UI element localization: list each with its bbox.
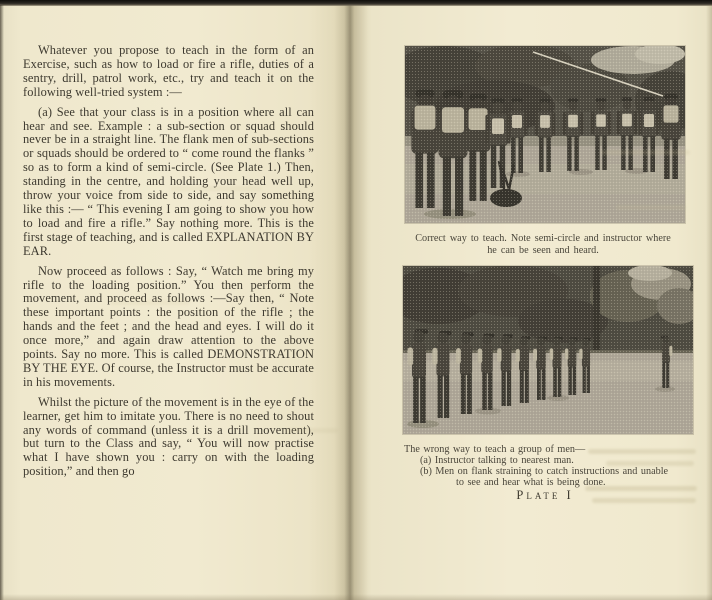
paragraph-explanation-by-ear: (a) See that your class is in a position where all can hear and see. Example : a sub-section or squad should never be in a straight line. The flank men of sub-sections or squads should be ordered to “ come round the flanks ” so as to form a kind of semi-circle. (See Plate 1.) Then, standing in the centre, and holding your head well up, throw your voice from side to side, and say something like this :— “ This evening I am going to show you how to load and fire a rifle.” Say nothing more. This is the first stage of teaching, and is called EXPLANATION BY EAR. [23,104,314,258]
book-edge-right [706,5,712,600]
book-edge-left [0,5,4,600]
photo-correct-way-image [405,46,685,223]
page-left [0,0,350,600]
photo-correct-way [405,46,685,223]
body-text-block [23,44,314,485]
plate-label: Plate I [516,488,574,502]
caption-correct-way [390,233,696,256]
photo-wrong-way [403,266,693,434]
book-edge-top [0,0,712,6]
book-spine [334,5,368,600]
paragraph-imitation: Whilst the picture of the movement is in the eye of the learner, get him to imitate you. There is no need to shout any words of command (unless it is a drill movement), but turn to the Class and say, “ You will now practise what I have shown you : carry on with the loading position,” and then go [23,394,314,479]
paragraph-demonstration-by-eye: Now proceed as follows : Say, “ Watch me bring my rifle to the loading position.” You then perform the movement, and proceed as follows :—Say then, “ Note these important points : the position of the rifle ; the hands and the feet ; and the head and eyes. I will do it once more,” and again draw attention to the above points. Say no more. This is called DEMONSTRATION BY THE EYE. Of course, the Instructor must be accurate in his movements. [23,263,314,389]
paragraph-intro: Whatever you propose to teach in the form of an Exercise, such as how to load or fire a rifle, duties of a sentry, drill, patrol work, etc., try and teach it on the following well-tried system :— [23,43,314,99]
caption-wrong-way-intro: The wrong way to teach a group of men— [404,444,586,455]
caption-correct-way-line1: Correct way to teach. Note semi-circle and instructor where [415,233,671,244]
caption-wrong-way-item-b-cont: to see and hear what is being done. [456,476,606,488]
book-edge-bottom [0,594,712,600]
caption-wrong-way-item-b: (b) Men on flank straining to catch instructions and unable [420,465,669,477]
caption-wrong-way [404,445,700,489]
caption-correct-way-line2: he can be seen and heard. [487,244,599,256]
caption-wrong-way-item-a: (a) Instructor talking to nearest man. [420,454,574,466]
photo-wrong-way-image [403,266,693,434]
